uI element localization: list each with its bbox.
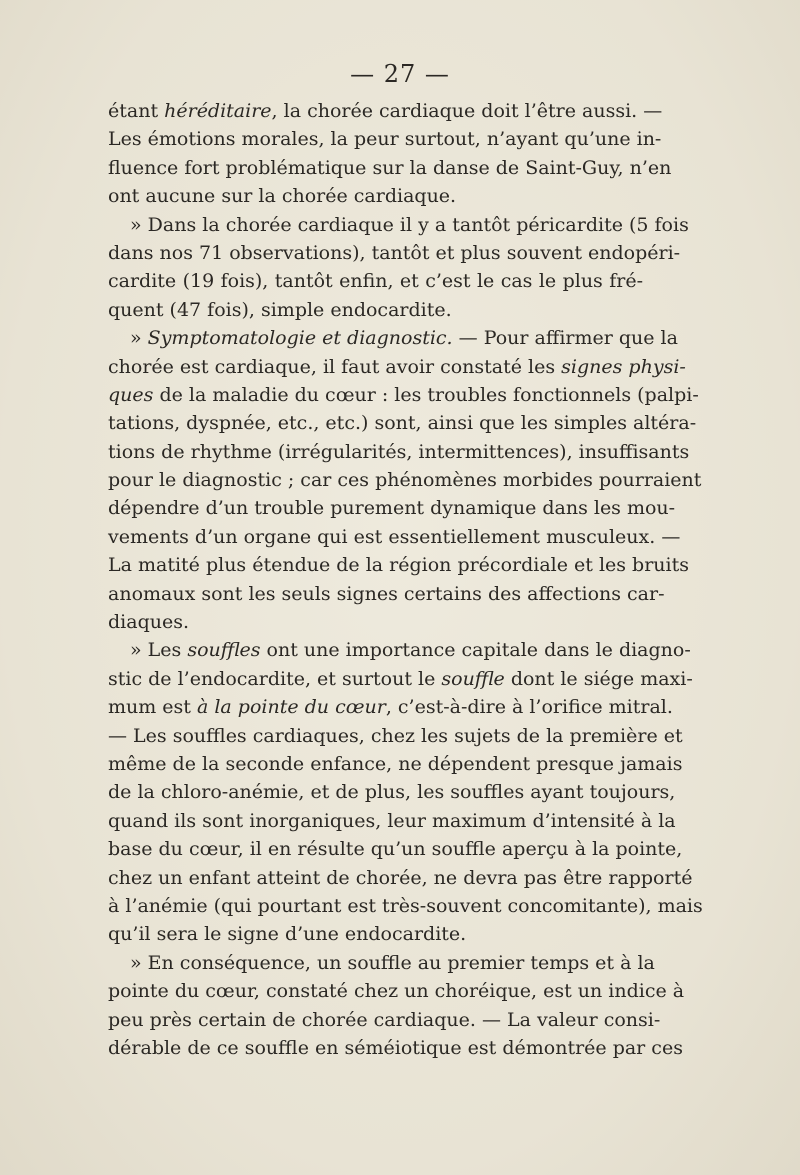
text-segment: ont une importance capitale dans le diagno- <box>260 639 691 662</box>
italic-text: souffles <box>187 639 261 662</box>
text-segment: dérable de ce souffle en séméiotique est démontrée par ces <box>108 1036 683 1059</box>
text-segment: pointe du cœur, constaté chez un choréique, est un indice à <box>108 980 685 1003</box>
italic-text: héréditaire <box>164 100 272 122</box>
text-segment: quent (47 fois), simple endocardite. <box>108 298 452 321</box>
text-segment: qu’il sera le signe d’une endocardite. <box>108 923 467 946</box>
text-segment: » Les <box>130 639 188 662</box>
text-segment: chorée est cardiaque, il faut avoir constaté les <box>108 355 562 378</box>
text-line <box>108 778 676 806</box>
text-line <box>108 807 676 835</box>
italic-text: souffle <box>441 667 505 690</box>
text-line <box>108 949 655 977</box>
text-segment: de la chloro-anémie, et de plus, les souffles ayant toujours, <box>108 781 676 804</box>
text-segment: Les émotions morales, la peur surtout, n’ayant qu’une in- <box>108 128 662 151</box>
text-segment: diaques. <box>108 611 190 634</box>
text-segment: tations, dyspnée, etc., etc.) sont, ainsi que les simples altéra- <box>108 412 697 435</box>
text-line <box>108 580 665 608</box>
text-line <box>108 438 690 466</box>
text-segment: vements d’un organe qui est essentiellement musculeux. — <box>108 525 681 548</box>
text-segment: à l’anémie (qui pourtant est très-souvent concomitante), mais <box>108 894 703 917</box>
italic-text: à la pointe du cœur <box>196 696 386 719</box>
text-line <box>108 636 691 664</box>
text-line <box>108 409 697 437</box>
text-segment: pour le diagnostic ; car ces phénomènes morbides pourraient <box>108 469 702 492</box>
text-segment: , la chorée cardiaque doit l’être aussi. — <box>271 100 663 122</box>
text-line <box>108 835 683 863</box>
text-line <box>108 154 672 182</box>
text-line <box>108 267 643 295</box>
text-line <box>108 324 678 352</box>
text-segment: stic de l’endocardite, et surtout le <box>108 667 442 690</box>
text-segment: La matité plus étendue de la région précordiale et les bruits <box>108 554 689 577</box>
text-segment: quand ils sont inorganiques, leur maximum d’intensité à la <box>108 809 676 832</box>
text-segment: anomaux sont les seuls signes certains des affections car- <box>108 582 665 605</box>
text-line <box>108 353 686 381</box>
text-line <box>108 1034 683 1062</box>
text-segment: étant <box>108 100 165 122</box>
text-segment: tions de rhythme (irrégularités, intermittences), insuffisants <box>108 440 690 463</box>
text-segment: de la maladie du cœur : les troubles fonctionnels (palpi- <box>153 383 699 406</box>
text-segment: » <box>130 327 148 350</box>
page-number: — 27 — <box>350 60 450 88</box>
text-line <box>108 920 643 948</box>
text-line <box>108 239 681 267</box>
text-segment: chez un enfant atteint de chorée, ne devra pas être rapporté <box>108 866 693 889</box>
text-line <box>108 551 689 579</box>
text-line <box>108 125 662 153</box>
text-segment: cardite (19 fois), tantôt enfin, et c’est le cas le plus fré- <box>108 270 643 293</box>
text-line <box>108 693 673 721</box>
text-line <box>108 466 702 494</box>
text-segment: dans nos 71 observations), tantôt et plus souvent endopéri- <box>108 241 681 264</box>
text-line <box>108 494 676 522</box>
text-line <box>108 523 681 551</box>
text-segment: » Dans la chorée cardiaque il y a tantôt péricardite (5 fois <box>130 213 689 236</box>
body-text <box>108 97 703 1062</box>
text-line <box>108 182 643 210</box>
text-line <box>108 892 703 920</box>
text-segment: peu près certain de chorée cardiaque. — La valeur consi- <box>108 1008 661 1031</box>
italic-text: Symptomatologie et diagnostic. <box>147 327 453 350</box>
italic-text: signes physi- <box>561 355 686 378</box>
italic-text: ques <box>108 383 154 406</box>
text-segment: base du cœur, il en résulte qu’un souffle aperçu à la pointe, <box>108 838 683 861</box>
text-segment: fluence fort problématique sur la danse de Saint-Guy, n’en <box>108 156 672 179</box>
text-line <box>108 977 685 1005</box>
text-segment: mum est <box>108 696 197 719</box>
text-line <box>108 381 699 409</box>
text-line <box>108 665 693 693</box>
text-segment: dont le siége maxi- <box>504 667 693 690</box>
text-segment: — Les souffles cardiaques, chez les sujets de la première et <box>108 724 683 747</box>
text-line <box>108 722 683 750</box>
text-line <box>108 1006 661 1034</box>
text-segment: — Pour affirmer que la <box>452 327 678 350</box>
text-line <box>108 608 643 636</box>
text-line <box>108 750 683 778</box>
text-line <box>108 296 643 324</box>
text-segment: , c’est-à-dire à l’orifice mitral. <box>385 696 673 719</box>
text-line <box>108 97 663 125</box>
text-line <box>108 864 693 892</box>
text-segment: dépendre d’un trouble purement dynamique dans les mou- <box>108 497 676 520</box>
text-segment: » En conséquence, un souffle au premier temps et à la <box>130 951 655 974</box>
text-segment: ont aucune sur la chorée cardiaque. <box>108 185 457 208</box>
text-line <box>108 211 689 239</box>
text-segment: même de la seconde enfance, ne dépendent presque jamais <box>108 752 683 775</box>
